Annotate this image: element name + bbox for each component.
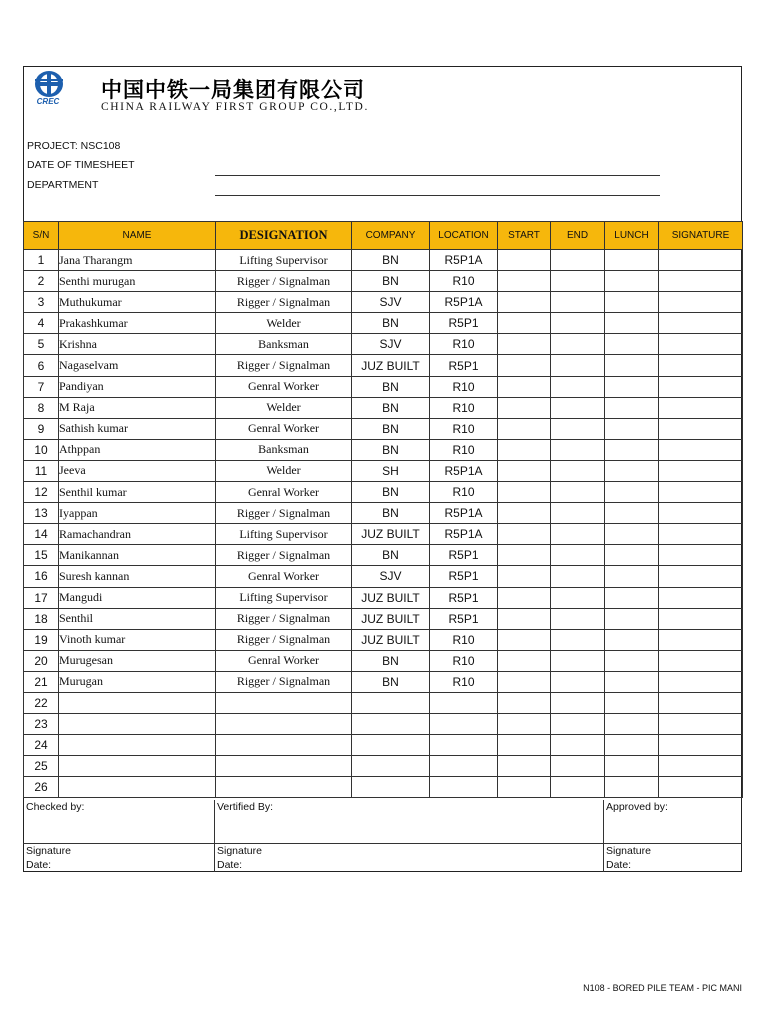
row-sn: 15	[24, 545, 59, 566]
col-header-signature: SIGNATURE	[659, 222, 743, 250]
row-start-cell[interactable]	[498, 439, 551, 460]
row-company: BN	[352, 397, 430, 418]
row-lunch-cell[interactable]	[605, 482, 659, 503]
row-sn: 10	[24, 439, 59, 460]
row-lunch-cell[interactable]	[605, 777, 659, 798]
row-sn: 4	[24, 313, 59, 334]
row-signature-cell[interactable]	[659, 460, 743, 481]
row-signature-cell[interactable]	[659, 313, 743, 334]
row-end-cell[interactable]	[551, 692, 605, 713]
row-designation: Lifting Supervisor	[216, 250, 352, 271]
row-designation	[216, 692, 352, 713]
row-start-cell[interactable]	[498, 587, 551, 608]
row-designation: Rigger / Signalman	[216, 671, 352, 692]
row-location: R10	[430, 376, 498, 397]
row-name: Senthi murugan	[59, 271, 216, 292]
row-end-cell[interactable]	[551, 313, 605, 334]
approval-section	[23, 800, 742, 872]
row-location: R10	[430, 397, 498, 418]
row-signature-cell[interactable]	[659, 503, 743, 524]
row-signature-cell[interactable]	[659, 566, 743, 587]
project-label: PROJECT: NSC108	[27, 140, 121, 152]
row-designation: Rigger / Signalman	[216, 271, 352, 292]
row-location: R5P1	[430, 313, 498, 334]
row-signature-cell[interactable]	[659, 587, 743, 608]
row-sn: 2	[24, 271, 59, 292]
row-signature-cell[interactable]	[659, 608, 743, 629]
row-start-cell[interactable]	[498, 482, 551, 503]
row-designation: Welder	[216, 397, 352, 418]
row-lunch-cell[interactable]	[605, 629, 659, 650]
row-company	[352, 714, 430, 735]
row-sn: 24	[24, 735, 59, 756]
row-signature-cell[interactable]	[659, 482, 743, 503]
row-start-cell[interactable]	[498, 671, 551, 692]
row-end-cell[interactable]	[551, 482, 605, 503]
row-lunch-cell[interactable]	[605, 714, 659, 735]
row-location: R10	[430, 334, 498, 355]
row-end-cell[interactable]	[551, 355, 605, 376]
row-company: BN	[352, 503, 430, 524]
row-location: R5P1A	[430, 292, 498, 313]
row-name: Nagaselvam	[59, 355, 216, 376]
row-sn: 14	[24, 524, 59, 545]
row-name	[59, 714, 216, 735]
row-end-cell[interactable]	[551, 250, 605, 271]
row-lunch-cell[interactable]	[605, 608, 659, 629]
row-sn: 11	[24, 460, 59, 481]
row-location: R10	[430, 671, 498, 692]
department-field-line[interactable]	[215, 195, 660, 196]
logo-text: CREC	[36, 97, 60, 106]
row-name: Senthil kumar	[59, 482, 216, 503]
table-row	[24, 376, 743, 397]
table-row	[24, 608, 743, 629]
table-row	[24, 503, 743, 524]
row-signature-cell[interactable]	[659, 397, 743, 418]
table-row	[24, 418, 743, 439]
row-company: BN	[352, 250, 430, 271]
row-name: Prakashkumar	[59, 313, 216, 334]
row-location: R10	[430, 629, 498, 650]
table-header-row	[24, 222, 743, 250]
row-lunch-cell[interactable]	[605, 503, 659, 524]
row-start-cell[interactable]	[498, 735, 551, 756]
row-signature-cell[interactable]	[659, 250, 743, 271]
row-start-cell[interactable]	[498, 334, 551, 355]
row-lunch-cell[interactable]	[605, 397, 659, 418]
row-lunch-cell[interactable]	[605, 756, 659, 777]
row-location: R10	[430, 482, 498, 503]
row-designation	[216, 735, 352, 756]
row-start-cell[interactable]	[498, 545, 551, 566]
row-designation: Rigger / Signalman	[216, 629, 352, 650]
row-start-cell[interactable]	[498, 503, 551, 524]
row-designation: Genral Worker	[216, 376, 352, 397]
row-signature-cell[interactable]	[659, 629, 743, 650]
table-row	[24, 756, 743, 777]
row-lunch-cell[interactable]	[605, 355, 659, 376]
row-end-cell[interactable]	[551, 524, 605, 545]
table-row	[24, 439, 743, 460]
row-start-cell[interactable]	[498, 692, 551, 713]
table-row	[24, 692, 743, 713]
row-designation: Welder	[216, 313, 352, 334]
row-lunch-cell[interactable]	[605, 460, 659, 481]
row-name: Manikannan	[59, 545, 216, 566]
row-end-cell[interactable]	[551, 418, 605, 439]
row-sn: 6	[24, 355, 59, 376]
row-name: Muthukumar	[59, 292, 216, 313]
row-company: JUZ BUILT	[352, 608, 430, 629]
row-sn: 5	[24, 334, 59, 355]
row-location: R10	[430, 418, 498, 439]
row-signature-cell[interactable]	[659, 735, 743, 756]
approved-by-label: Approved by:	[606, 801, 668, 813]
approved-signature-label: Signature	[606, 845, 651, 857]
row-lunch-cell[interactable]	[605, 439, 659, 460]
row-signature-cell[interactable]	[659, 292, 743, 313]
table-row	[24, 629, 743, 650]
row-designation: Rigger / Signalman	[216, 545, 352, 566]
row-lunch-cell[interactable]	[605, 250, 659, 271]
row-end-cell[interactable]	[551, 460, 605, 481]
row-designation	[216, 714, 352, 735]
row-end-cell[interactable]	[551, 334, 605, 355]
col-header-lunch: LUNCH	[605, 222, 659, 250]
verified-by-label: Vertified By:	[217, 801, 274, 813]
row-location: R10	[430, 271, 498, 292]
row-designation: Rigger / Signalman	[216, 355, 352, 376]
row-signature-cell[interactable]	[659, 334, 743, 355]
row-designation: Banksman	[216, 439, 352, 460]
row-signature-cell[interactable]	[659, 756, 743, 777]
row-end-cell[interactable]	[551, 608, 605, 629]
table-row	[24, 355, 743, 376]
row-end-cell[interactable]	[551, 756, 605, 777]
row-signature-cell[interactable]	[659, 355, 743, 376]
table-row	[24, 482, 743, 503]
table-row	[24, 735, 743, 756]
row-sn: 1	[24, 250, 59, 271]
row-name: Pandiyan	[59, 376, 216, 397]
row-end-cell[interactable]	[551, 439, 605, 460]
row-name: Sathish kumar	[59, 418, 216, 439]
row-sn: 16	[24, 566, 59, 587]
row-company: SH	[352, 460, 430, 481]
row-sn: 12	[24, 482, 59, 503]
table-row	[24, 545, 743, 566]
row-name: Mangudi	[59, 587, 216, 608]
row-company	[352, 692, 430, 713]
row-location: R5P1	[430, 566, 498, 587]
row-company: SJV	[352, 566, 430, 587]
row-company: JUZ BUILT	[352, 629, 430, 650]
row-name: Athppan	[59, 439, 216, 460]
row-lunch-cell[interactable]	[605, 376, 659, 397]
row-location: R10	[430, 439, 498, 460]
row-location: R5P1	[430, 587, 498, 608]
row-start-cell[interactable]	[498, 292, 551, 313]
row-lunch-cell[interactable]	[605, 313, 659, 334]
row-company: BN	[352, 671, 430, 692]
company-chinese-name: 中国中铁一局集团有限公司	[101, 78, 365, 102]
row-sn: 20	[24, 650, 59, 671]
row-designation: Genral Worker	[216, 482, 352, 503]
company-english-name: CHINA RAILWAY FIRST GROUP CO.,LTD.	[101, 101, 369, 113]
row-sn: 9	[24, 418, 59, 439]
row-start-cell[interactable]	[498, 313, 551, 334]
table-row	[24, 460, 743, 481]
row-name	[59, 756, 216, 777]
row-start-cell[interactable]	[498, 250, 551, 271]
row-lunch-cell[interactable]	[605, 566, 659, 587]
row-end-cell[interactable]	[551, 503, 605, 524]
row-sn: 22	[24, 692, 59, 713]
row-company: JUZ BUILT	[352, 524, 430, 545]
row-designation: Genral Worker	[216, 566, 352, 587]
row-name: Suresh kannan	[59, 566, 216, 587]
row-lunch-cell[interactable]	[605, 692, 659, 713]
col-header-location: LOCATION	[430, 222, 498, 250]
table-row	[24, 250, 743, 271]
row-designation: Banksman	[216, 334, 352, 355]
table-row	[24, 292, 743, 313]
row-start-cell[interactable]	[498, 756, 551, 777]
row-signature-cell[interactable]	[659, 692, 743, 713]
row-sn: 3	[24, 292, 59, 313]
checked-date-label: Date:	[26, 859, 52, 871]
row-location	[430, 777, 498, 798]
row-company: BN	[352, 418, 430, 439]
row-end-cell[interactable]	[551, 566, 605, 587]
row-designation: Rigger / Signalman	[216, 292, 352, 313]
row-end-cell[interactable]	[551, 671, 605, 692]
col-header-designation: DESIGNATION	[216, 222, 352, 250]
row-location: R5P1	[430, 355, 498, 376]
row-designation: Lifting Supervisor	[216, 587, 352, 608]
row-company: BN	[352, 482, 430, 503]
row-location	[430, 756, 498, 777]
row-end-cell[interactable]	[551, 292, 605, 313]
row-start-cell[interactable]	[498, 650, 551, 671]
row-name: Murugesan	[59, 650, 216, 671]
row-designation: Genral Worker	[216, 418, 352, 439]
row-signature-cell[interactable]	[659, 714, 743, 735]
row-company: SJV	[352, 334, 430, 355]
row-lunch-cell[interactable]	[605, 524, 659, 545]
row-start-cell[interactable]	[498, 460, 551, 481]
row-company	[352, 735, 430, 756]
row-sn: 26	[24, 777, 59, 798]
row-signature-cell[interactable]	[659, 671, 743, 692]
col-header-company: COMPANY	[352, 222, 430, 250]
row-lunch-cell[interactable]	[605, 650, 659, 671]
row-name: Vinoth kumar	[59, 629, 216, 650]
date-label: DATE OF TIMESHEET	[27, 159, 135, 171]
footer-note: N108 - BORED PILE TEAM - PIC MANI	[583, 983, 742, 993]
approved-date-label: Date:	[606, 859, 632, 871]
checked-signature-label: Signature	[26, 845, 71, 857]
row-name: Senthil	[59, 608, 216, 629]
row-lunch-cell[interactable]	[605, 545, 659, 566]
row-lunch-cell[interactable]	[605, 292, 659, 313]
row-start-cell[interactable]	[498, 271, 551, 292]
row-signature-cell[interactable]	[659, 545, 743, 566]
row-signature-cell[interactable]	[659, 271, 743, 292]
row-name: M Raja	[59, 397, 216, 418]
row-name: Iyappan	[59, 503, 216, 524]
table-row	[24, 271, 743, 292]
verified-signature-label: Signature	[217, 845, 262, 857]
row-company: BN	[352, 313, 430, 334]
row-location	[430, 714, 498, 735]
col-header-start: START	[498, 222, 551, 250]
row-end-cell[interactable]	[551, 271, 605, 292]
row-company: BN	[352, 545, 430, 566]
row-name: Ramachandran	[59, 524, 216, 545]
table-row	[24, 777, 743, 798]
row-start-cell[interactable]	[498, 397, 551, 418]
row-sn: 17	[24, 587, 59, 608]
checked-by-label: Checked by:	[26, 801, 85, 813]
table-row	[24, 587, 743, 608]
col-header-end: END	[551, 222, 605, 250]
row-signature-cell[interactable]	[659, 418, 743, 439]
verified-date-label: Date:	[217, 859, 243, 871]
row-designation: Lifting Supervisor	[216, 524, 352, 545]
row-signature-cell[interactable]	[659, 777, 743, 798]
row-sn: 21	[24, 671, 59, 692]
row-end-cell[interactable]	[551, 376, 605, 397]
row-company: BN	[352, 439, 430, 460]
col-header-name: NAME	[59, 222, 216, 250]
row-lunch-cell[interactable]	[605, 334, 659, 355]
row-end-cell[interactable]	[551, 397, 605, 418]
row-signature-cell[interactable]	[659, 524, 743, 545]
crec-logo	[27, 68, 89, 106]
table-row	[24, 334, 743, 355]
row-signature-cell[interactable]	[659, 439, 743, 460]
row-designation: Rigger / Signalman	[216, 503, 352, 524]
row-name: Krishna	[59, 334, 216, 355]
row-sn: 13	[24, 503, 59, 524]
row-location: R5P1A	[430, 503, 498, 524]
row-location: R5P1	[430, 608, 498, 629]
row-name	[59, 777, 216, 798]
table-row	[24, 566, 743, 587]
row-name	[59, 735, 216, 756]
row-sn: 8	[24, 397, 59, 418]
row-lunch-cell[interactable]	[605, 735, 659, 756]
row-company	[352, 777, 430, 798]
table-row	[24, 524, 743, 545]
row-end-cell[interactable]	[551, 650, 605, 671]
row-company: JUZ BUILT	[352, 587, 430, 608]
table-row	[24, 714, 743, 735]
row-company	[352, 756, 430, 777]
department-label: DEPARTMENT	[27, 179, 99, 191]
row-lunch-cell[interactable]	[605, 418, 659, 439]
row-start-cell[interactable]	[498, 714, 551, 735]
row-name: Murugan	[59, 671, 216, 692]
row-signature-cell[interactable]	[659, 650, 743, 671]
row-lunch-cell[interactable]	[605, 271, 659, 292]
row-lunch-cell[interactable]	[605, 671, 659, 692]
row-start-cell[interactable]	[498, 566, 551, 587]
timesheet-table	[23, 221, 743, 798]
row-company: SJV	[352, 292, 430, 313]
row-start-cell[interactable]	[498, 629, 551, 650]
row-company: BN	[352, 650, 430, 671]
row-name: Jana Tharangm	[59, 250, 216, 271]
row-company: JUZ BUILT	[352, 355, 430, 376]
row-start-cell[interactable]	[498, 608, 551, 629]
row-start-cell[interactable]	[498, 376, 551, 397]
row-end-cell[interactable]	[551, 735, 605, 756]
row-start-cell[interactable]	[498, 418, 551, 439]
table-row	[24, 650, 743, 671]
col-header-sn: S/N	[24, 222, 59, 250]
row-lunch-cell[interactable]	[605, 587, 659, 608]
row-location: R5P1	[430, 545, 498, 566]
row-designation	[216, 777, 352, 798]
row-end-cell[interactable]	[551, 587, 605, 608]
row-company: BN	[352, 376, 430, 397]
row-designation: Rigger / Signalman	[216, 608, 352, 629]
row-sn: 19	[24, 629, 59, 650]
row-location: R5P1A	[430, 524, 498, 545]
row-designation: Genral Worker	[216, 650, 352, 671]
row-end-cell[interactable]	[551, 777, 605, 798]
row-start-cell[interactable]	[498, 524, 551, 545]
row-designation: Welder	[216, 460, 352, 481]
table-row	[24, 313, 743, 334]
row-location	[430, 692, 498, 713]
row-company: BN	[352, 271, 430, 292]
row-end-cell[interactable]	[551, 545, 605, 566]
row-signature-cell[interactable]	[659, 376, 743, 397]
table-row	[24, 397, 743, 418]
row-location	[430, 735, 498, 756]
row-name: Jeeva	[59, 460, 216, 481]
row-name	[59, 692, 216, 713]
date-field-line[interactable]	[215, 175, 660, 176]
row-sn: 23	[24, 714, 59, 735]
row-location: R5P1A	[430, 250, 498, 271]
row-sn: 7	[24, 376, 59, 397]
row-end-cell[interactable]	[551, 714, 605, 735]
row-start-cell[interactable]	[498, 355, 551, 376]
row-sn: 25	[24, 756, 59, 777]
table-row	[24, 671, 743, 692]
row-start-cell[interactable]	[498, 777, 551, 798]
row-sn: 18	[24, 608, 59, 629]
row-end-cell[interactable]	[551, 629, 605, 650]
row-location: R10	[430, 650, 498, 671]
row-designation	[216, 756, 352, 777]
row-location: R5P1A	[430, 460, 498, 481]
